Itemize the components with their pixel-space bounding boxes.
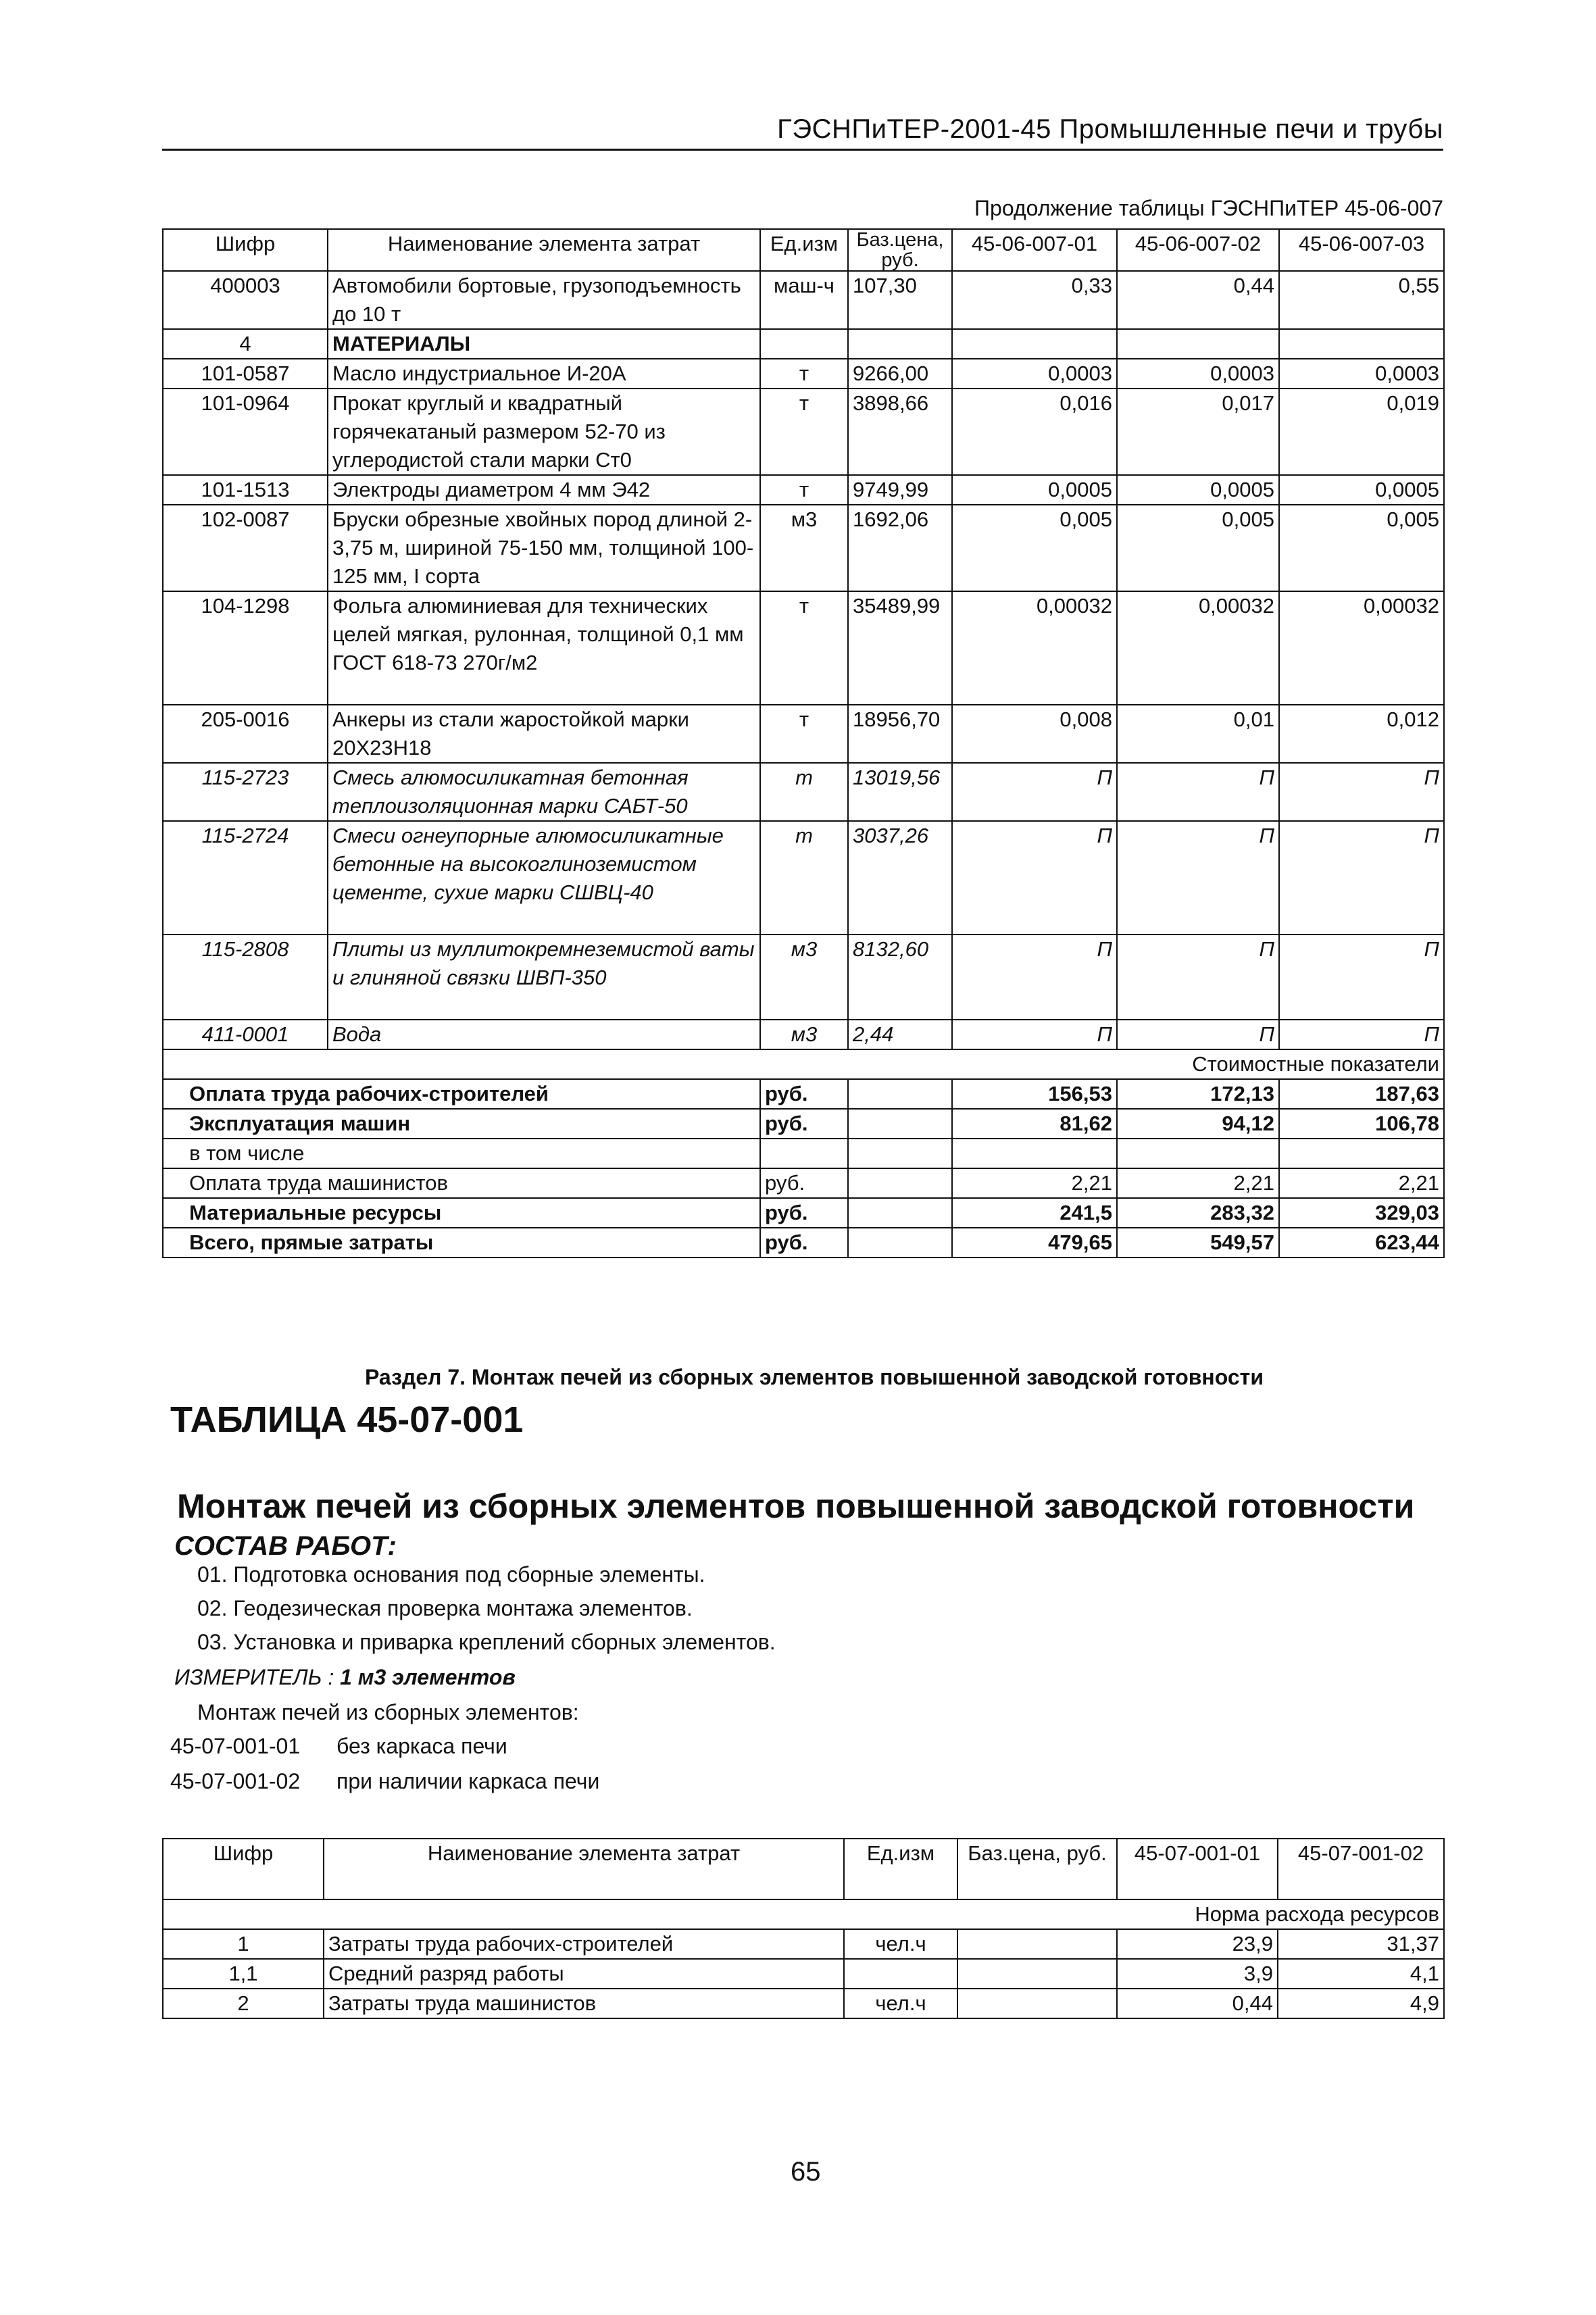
work-item: 01. Подготовка основания под сборные элементы. — [197, 1562, 705, 1587]
cost-unit: руб. — [760, 1168, 848, 1198]
row-unit: т — [760, 705, 848, 763]
row-unit: т — [760, 389, 848, 475]
table-row — [163, 821, 1444, 935]
col-header-variant-1: 45-07-001-01 — [1117, 1839, 1278, 1899]
cost-name: Материальные ресурсы — [163, 1198, 760, 1228]
row-price: 3898,66 — [848, 389, 952, 475]
cost-value-2: 2,21 — [1117, 1168, 1279, 1198]
row-value-3: 0,55 — [1279, 271, 1444, 329]
row-price: 13019,56 — [848, 763, 952, 821]
cost-value-3: 329,03 — [1279, 1198, 1444, 1228]
cost-row — [163, 1079, 1444, 1109]
row-price: 1692,06 — [848, 505, 952, 591]
table1-body — [163, 271, 1444, 1049]
cost-value-1: 241,5 — [952, 1198, 1117, 1228]
table2-body — [163, 1929, 1444, 2018]
row-name: Смеси огнеупорные алюмосиликатные бетонные на высокоглиноземистом цементе, сухие марки СШВЦ-40 — [328, 821, 760, 935]
page-header — [162, 114, 1443, 151]
cost-unit: руб. — [760, 1228, 848, 1258]
row-name: Плиты из муллитокремнеземистой ваты и глиняной связки ШВП-350 — [328, 935, 760, 1020]
cost-row — [163, 1139, 1444, 1168]
cost-value-1: 479,65 — [952, 1228, 1117, 1258]
row-value-3 — [1279, 329, 1444, 359]
row-price: 18956,70 — [848, 705, 952, 763]
resources-table-45-07-001 — [162, 1838, 1445, 2019]
row-value-2: 0,00032 — [1117, 591, 1279, 705]
row-unit: т — [760, 763, 848, 821]
row-unit: м3 — [760, 935, 848, 1020]
row-value-3: П — [1279, 1020, 1444, 1049]
table-row — [163, 271, 1444, 329]
row-name: Смесь алюмосиликатная бетонная теплоизоляционная марки САБТ-50 — [328, 763, 760, 821]
row-value-2: 0,01 — [1117, 705, 1279, 763]
table-row — [163, 359, 1444, 389]
row-code: 2 — [163, 1989, 324, 2018]
variant-code: 45-07-001-02 — [170, 1769, 301, 1793]
table-code: ТАБЛИЦА 45-07-001 — [170, 1399, 524, 1440]
cost-value-1: 156,53 — [952, 1079, 1117, 1109]
work-item: 03. Установка и приварка креплений сборных элементов. — [197, 1630, 776, 1654]
cost-value-2: 549,57 — [1117, 1228, 1279, 1258]
row-value-3: 0,00032 — [1279, 591, 1444, 705]
row-value-1: П — [952, 1020, 1117, 1049]
cost-unit — [760, 1139, 848, 1168]
cost-value-3: 2,21 — [1279, 1168, 1444, 1198]
row-unit: маш-ч — [760, 271, 848, 329]
measure-line — [174, 1665, 516, 1690]
measure-label: ИЗМЕРИТЕЛЬ : — [174, 1665, 334, 1689]
row-unit: т — [760, 821, 848, 935]
cost-row — [163, 1228, 1444, 1258]
norm-label-row — [163, 1899, 1444, 1929]
row-value-3: П — [1279, 763, 1444, 821]
row-name: Фольга алюминиевая для технических целей мягкая, рулонная, толщиной 0,1 мм ГОСТ 618-73 270г/м2 — [328, 591, 760, 705]
row-value-2: 31,37 — [1278, 1929, 1444, 1959]
row-code: 1,1 — [163, 1959, 324, 1989]
row-name: Вода — [328, 1020, 760, 1049]
cost-value-2: 283,32 — [1117, 1198, 1279, 1228]
cost-value-3: 623,44 — [1279, 1228, 1444, 1258]
cost-unit: руб. — [760, 1198, 848, 1228]
table-row — [163, 389, 1444, 475]
row-value-1: 0,005 — [952, 505, 1117, 591]
col-header-unit: Ед.изм — [844, 1839, 957, 1899]
cost-price-empty — [848, 1139, 952, 1168]
row-price: 9266,00 — [848, 359, 952, 389]
row-name: Автомобили бортовые, грузоподъемность до 10 т — [328, 271, 760, 329]
row-value-3: 0,005 — [1279, 505, 1444, 591]
cost-name: в том числе — [163, 1139, 760, 1168]
cost-price-empty — [848, 1109, 952, 1139]
measure-value: 1 м3 элементов — [340, 1665, 516, 1689]
cost-value-1: 2,21 — [952, 1168, 1117, 1198]
row-value-3: П — [1279, 821, 1444, 935]
row-code: 400003 — [163, 271, 328, 329]
table-row — [163, 1959, 1444, 1989]
col-header-variant-3: 45-06-007-03 — [1279, 229, 1444, 271]
col-header-code: Шифр — [163, 229, 328, 271]
row-code: 115-2723 — [163, 763, 328, 821]
cost-name: Эксплуатация машин — [163, 1109, 760, 1139]
cost-value-3: 187,63 — [1279, 1079, 1444, 1109]
row-value-1: 3,9 — [1117, 1959, 1278, 1989]
col-header-variant-2: 45-06-007-02 — [1117, 229, 1279, 271]
row-name: Бруски обрезные хвойных пород длиной 2-3,75 м, шириной 75-150 мм, толщиной 100-125 мм, I сорта — [328, 505, 760, 591]
row-name: Средний разряд работы — [324, 1959, 844, 1989]
table-row — [163, 1020, 1444, 1049]
table-row — [163, 591, 1444, 705]
row-unit: чел.ч — [844, 1989, 957, 2018]
table-row — [163, 1929, 1444, 1959]
col-header-variant-1: 45-06-007-01 — [952, 229, 1117, 271]
row-value-2: 0,0005 — [1117, 475, 1279, 505]
row-value-2 — [1117, 329, 1279, 359]
col-header-name: Наименование элемента затрат — [324, 1839, 844, 1899]
col-header-price: Баз.цена, руб. — [957, 1839, 1117, 1899]
row-value-1: П — [952, 935, 1117, 1020]
row-code: 411-0001 — [163, 1020, 328, 1049]
cost-price-empty — [848, 1228, 952, 1258]
row-unit: т — [760, 359, 848, 389]
cost-value-1 — [952, 1139, 1117, 1168]
cost-price-empty — [848, 1079, 952, 1109]
variant-name: при наличии каркаса печи — [336, 1769, 600, 1793]
row-value-1: П — [952, 763, 1117, 821]
table-row — [163, 763, 1444, 821]
row-price — [957, 1989, 1117, 2018]
row-name: Прокат круглый и квадратный горячекатаный размером 52-70 из углеродистой стали марки Ст0 — [328, 389, 760, 475]
composition-label: СОСТАВ РАБОТ: — [174, 1531, 397, 1561]
table-row — [163, 1989, 1444, 2018]
cost-value-1: 81,62 — [952, 1109, 1117, 1139]
row-code: 102-0087 — [163, 505, 328, 591]
col-header-unit: Ед.изм — [760, 229, 848, 271]
cost-value-2: 172,13 — [1117, 1079, 1279, 1109]
cost-value-3 — [1279, 1139, 1444, 1168]
row-code: 104-1298 — [163, 591, 328, 705]
row-price: 8132,60 — [848, 935, 952, 1020]
row-name: Затраты труда рабочих-строителей — [324, 1929, 844, 1959]
row-price: 9749,99 — [848, 475, 952, 505]
table1-cost-body — [163, 1079, 1444, 1258]
cost-row — [163, 1109, 1444, 1139]
row-value-2: 0,0003 — [1117, 359, 1279, 389]
row-price — [957, 1929, 1117, 1959]
cost-value-2: 94,12 — [1117, 1109, 1279, 1139]
row-code: 101-1513 — [163, 475, 328, 505]
row-value-3: П — [1279, 935, 1444, 1020]
table-row — [163, 329, 1444, 359]
row-price — [848, 329, 952, 359]
row-value-1: 0,0005 — [952, 475, 1117, 505]
row-value-1: 0,0003 — [952, 359, 1117, 389]
cost-price-empty — [848, 1198, 952, 1228]
page-number: 65 — [791, 2157, 821, 2187]
row-unit: м3 — [760, 505, 848, 591]
col-header-variant-2: 45-07-001-02 — [1278, 1839, 1444, 1899]
row-value-1: 0,33 — [952, 271, 1117, 329]
row-price: 2,44 — [848, 1020, 952, 1049]
row-value-2: П — [1117, 935, 1279, 1020]
row-value-1: 0,008 — [952, 705, 1117, 763]
row-value-1: 0,44 — [1117, 1989, 1278, 2018]
row-value-3: 0,012 — [1279, 705, 1444, 763]
row-value-2: 0,005 — [1117, 505, 1279, 591]
row-code: 115-2724 — [163, 821, 328, 935]
row-code: 101-0964 — [163, 389, 328, 475]
row-name: Масло индустриальное И-20А — [328, 359, 760, 389]
row-unit: т — [760, 475, 848, 505]
cost-name: Оплата труда рабочих-строителей — [163, 1079, 760, 1109]
cost-name: Всего, прямые затраты — [163, 1228, 760, 1258]
row-unit — [844, 1959, 957, 1989]
row-price — [957, 1959, 1117, 1989]
row-value-3: 0,019 — [1279, 389, 1444, 475]
norm-label: Норма расхода ресурсов — [163, 1899, 1444, 1929]
cost-unit: руб. — [760, 1109, 848, 1139]
continuation-label: Продолжение таблицы ГЭСНПиТЕР 45-06-007 — [974, 196, 1443, 220]
row-name: Электроды диаметром 4 мм Э42 — [328, 475, 760, 505]
cost-label-row — [163, 1049, 1444, 1079]
cost-row — [163, 1168, 1444, 1198]
row-name: Анкеры из стали жаростойкой марки 20Х23Н18 — [328, 705, 760, 763]
row-price: 107,30 — [848, 271, 952, 329]
cost-unit: руб. — [760, 1079, 848, 1109]
row-code: 1 — [163, 1929, 324, 1959]
col-header-code: Шифр — [163, 1839, 324, 1899]
row-value-2: П — [1117, 821, 1279, 935]
col-header-name: Наименование элемента затрат — [328, 229, 760, 271]
cost-value-3: 106,78 — [1279, 1109, 1444, 1139]
row-code: 205-0016 — [163, 705, 328, 763]
row-code: 4 — [163, 329, 328, 359]
variants-heading: Монтаж печей из сборных элементов: — [197, 1700, 579, 1724]
cost-row — [163, 1198, 1444, 1228]
col-header-price: Баз.цена, руб. — [848, 229, 952, 271]
work-item: 02. Геодезическая проверка монтажа элементов. — [197, 1596, 693, 1620]
row-value-1 — [952, 329, 1117, 359]
header-title: ГЭСНПиТЕР-2001-45 Промышленные печи и трубы — [777, 114, 1443, 144]
section-heading: Раздел 7. Монтаж печей из сборных элементов повышенной заводской готовности — [365, 1365, 1264, 1389]
row-name: МАТЕРИАЛЫ — [328, 329, 760, 359]
variant-name: без каркаса печи — [336, 1734, 507, 1758]
table-row — [163, 935, 1444, 1020]
row-value-2: П — [1117, 1020, 1279, 1049]
table-title: Монтаж печей из сборных элементов повышенной заводской готовности — [177, 1487, 1415, 1525]
row-value-2: 4,1 — [1278, 1959, 1444, 1989]
row-unit: м3 — [760, 1020, 848, 1049]
resources-table-45-06-007 — [162, 228, 1445, 1258]
row-value-2: 0,017 — [1117, 389, 1279, 475]
row-code: 101-0587 — [163, 359, 328, 389]
cost-price-empty — [848, 1168, 952, 1198]
table-row — [163, 475, 1444, 505]
row-value-1: 23,9 — [1117, 1929, 1278, 1959]
cost-indicators-label: Стоимостные показатели — [163, 1049, 1444, 1079]
row-value-3: 0,0005 — [1279, 475, 1444, 505]
row-unit: чел.ч — [844, 1929, 957, 1959]
row-value-3: 0,0003 — [1279, 359, 1444, 389]
row-price: 35489,99 — [848, 591, 952, 705]
row-unit — [760, 329, 848, 359]
row-unit: т — [760, 591, 848, 705]
row-price: 3037,26 — [848, 821, 952, 935]
row-value-2: П — [1117, 763, 1279, 821]
cost-value-2 — [1117, 1139, 1279, 1168]
row-value-2: 0,44 — [1117, 271, 1279, 329]
row-value-1: П — [952, 821, 1117, 935]
table-row — [163, 705, 1444, 763]
row-value-2: 4,9 — [1278, 1989, 1444, 2018]
row-code: 115-2808 — [163, 935, 328, 1020]
row-value-1: 0,00032 — [952, 591, 1117, 705]
row-name: Затраты труда машинистов — [324, 1989, 844, 2018]
cost-name: Оплата труда машинистов — [163, 1168, 760, 1198]
variant-code: 45-07-001-01 — [170, 1734, 301, 1758]
table-row — [163, 505, 1444, 591]
row-value-1: 0,016 — [952, 389, 1117, 475]
